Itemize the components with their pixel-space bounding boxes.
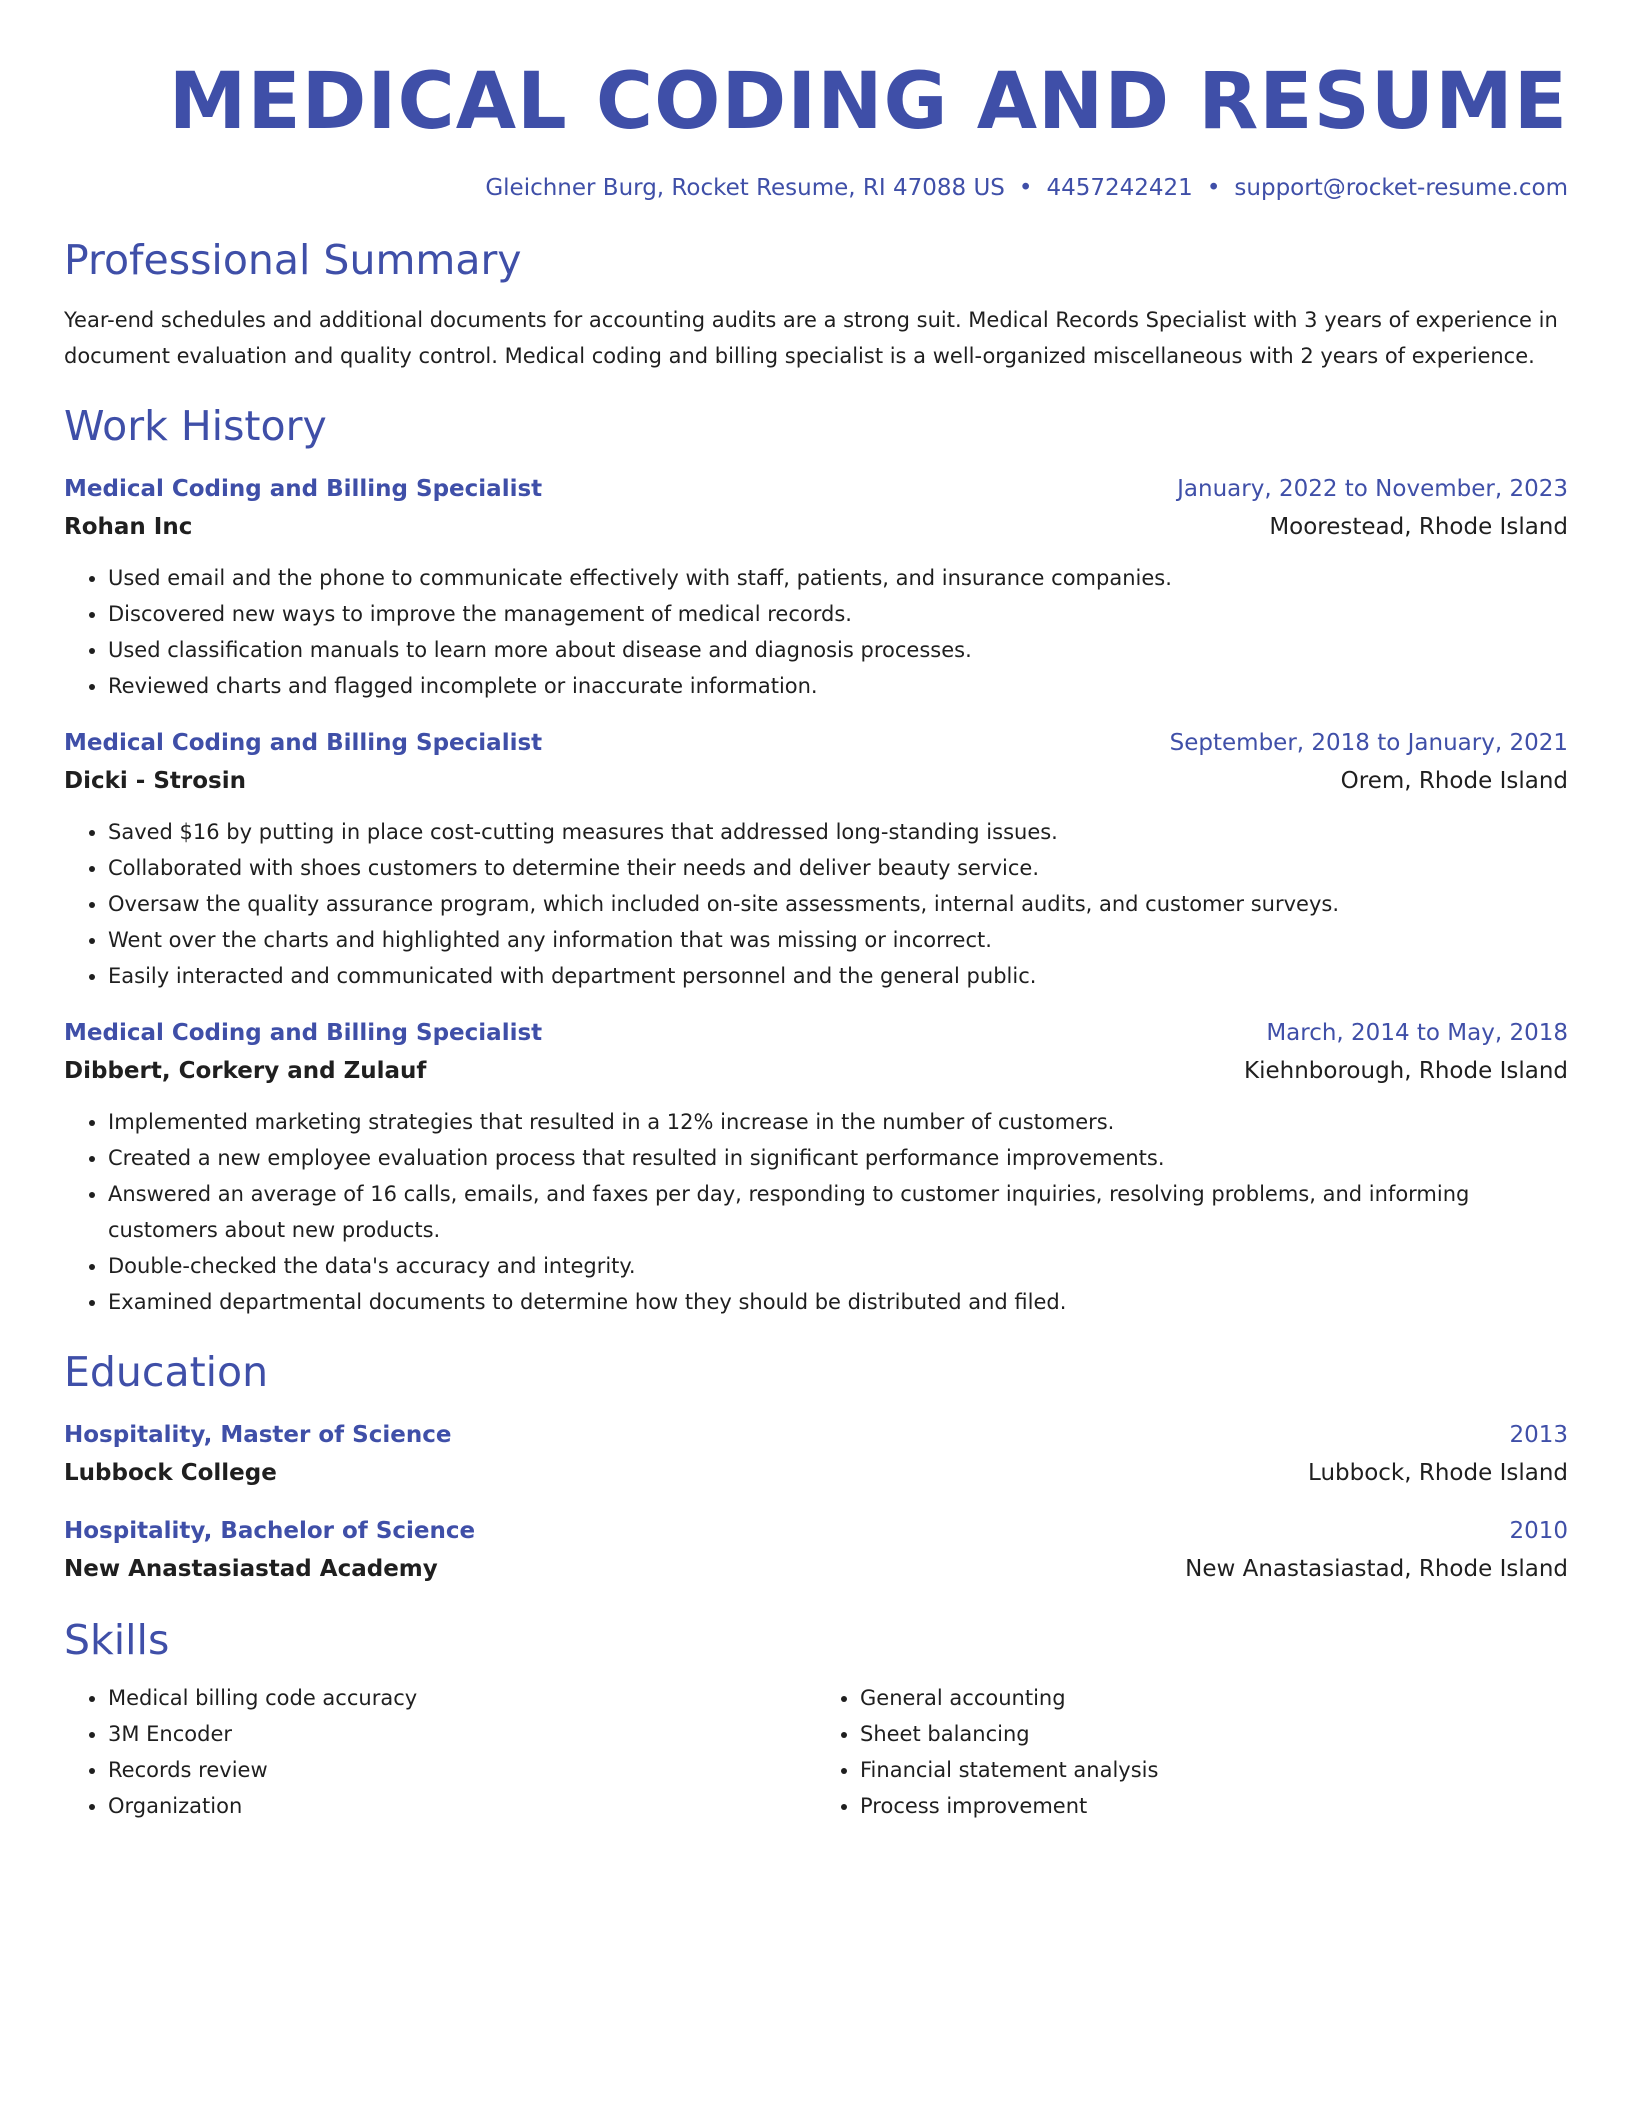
list-item: • Used classification manuals to learn more about disease and diagnosis processes. [108,632,1568,668]
education-entry [64,1512,1568,1588]
skills-column-right [816,1680,1568,1824]
work-history-section [64,400,1568,1320]
job-dates: January, 2022 to November, 2023 [1177,476,1568,502]
list-item: • Double-checked the data's accuracy and integrity. [108,1248,1568,1284]
education-entry [64,1416,1568,1492]
skills-grid [64,1680,1568,1824]
skill-item: • Financial statement analysis [860,1752,1568,1788]
list-item: • Oversaw the quality assurance program, which included on-site assessments, internal audits, and customer surveys. [108,886,1568,922]
skill-item: • Records review [108,1752,816,1788]
company-name: Dicki - Strosin [64,768,247,794]
list-item: • Collaborated with shoes customers to determine their needs and deliver beauty service. [108,850,1568,886]
skills-section [64,1614,1568,1824]
skills-column-left [64,1680,816,1824]
list-item: • Examined departmental documents to determine how they should be distributed and filed. [108,1284,1568,1320]
skill-item: • Medical billing code accuracy [108,1680,816,1716]
list-item: • Went over the charts and highlighted any information that was missing or incorrect. [108,922,1568,958]
summary-text: Year-end schedules and additional documents for accounting audits are a strong suit. Medical Records Specialist with 3 years of experience in document evaluation and quality control. Medical coding and billing specialist is a well-organized miscellaneous with 2 years of experience. [64,308,1558,368]
list-item: • Reviewed charts and flagged incomplete or inaccurate information. [108,668,1568,704]
school-location: Lubbock, Rhode Island [1308,1460,1568,1486]
skill-item: • General accounting [860,1680,1568,1716]
list-item: • Easily interacted and communicated with department personnel and the general public. [108,958,1568,994]
list-item: • Implemented marketing strategies that resulted in a 12% increase in the number of customers. [108,1104,1568,1140]
company-name: Rohan Inc [64,514,193,540]
candidate-name: MEDICAL CODING AND RESUME [168,57,1568,147]
job-entry [64,724,1568,994]
job-entry [64,1014,1568,1320]
skills-list [64,1680,816,1824]
skill-item: • Organization [108,1788,816,1824]
skill-item: • 3M Encoder [108,1716,816,1752]
education-section [64,1346,1568,1588]
contact-line [64,172,1568,204]
section-title-education: Education [64,1348,269,1396]
job-location: Orem, Rhode Island [1340,768,1568,794]
skill-item: • Process improvement [860,1788,1568,1824]
job-entry [64,470,1568,704]
resume-header [64,52,1568,204]
job-title: Medical Coding and Billing Specialist [64,1020,543,1046]
job-bullets [64,1104,1568,1320]
job-dates: March, 2014 to May, 2018 [1266,1020,1568,1046]
contact-phone: 4457242421 [1046,175,1193,201]
school-name: New Anastasiastad Academy [64,1556,438,1582]
job-title: Medical Coding and Billing Specialist [64,476,543,502]
list-item: • Answered an average of 16 calls, emails, and faxes per day, responding to customer inquiries, resolving problems, and informing customers about new products. [108,1176,1568,1248]
degree-title: Hospitality, Master of Science [64,1422,452,1448]
graduation-year: 2010 [1509,1518,1568,1544]
list-item: • Discovered new ways to improve the management of medical records. [108,596,1568,632]
job-bullets [64,814,1568,994]
job-bullets [64,560,1568,704]
section-title-work-history: Work History [64,402,327,450]
contact-email: support@rocket-resume.com [1234,175,1568,201]
summary-section [64,234,1568,374]
graduation-year: 2013 [1509,1422,1568,1448]
skills-list [816,1680,1568,1824]
job-location: Moorestead, Rhode Island [1269,514,1568,540]
list-item: • Saved $16 by putting in place cost-cutting measures that addressed long-standing issues. [108,814,1568,850]
job-title: Medical Coding and Billing Specialist [64,730,543,756]
school-location: New Anastasiastad, Rhode Island [1185,1556,1568,1582]
skill-item: • Sheet balancing [860,1716,1568,1752]
separator-dot: • [1018,175,1033,201]
job-dates: September, 2018 to January, 2021 [1169,730,1568,756]
section-title-skills: Skills [64,1616,170,1664]
company-name: Dibbert, Corkery and Zulauf [64,1058,427,1084]
contact-address: Gleichner Burg, Rocket Resume, RI 47088 US [485,175,1005,201]
list-item: • Created a new employee evaluation process that resulted in significant performance improvements. [108,1140,1568,1176]
list-item: • Used email and the phone to communicate effectively with staff, patients, and insurance companies. [108,560,1568,596]
job-location: Kiehnborough, Rhode Island [1244,1058,1568,1084]
section-title-summary: Professional Summary [64,236,522,284]
separator-dot: • [1206,175,1221,201]
degree-title: Hospitality, Bachelor of Science [64,1518,476,1544]
school-name: Lubbock College [64,1460,277,1486]
